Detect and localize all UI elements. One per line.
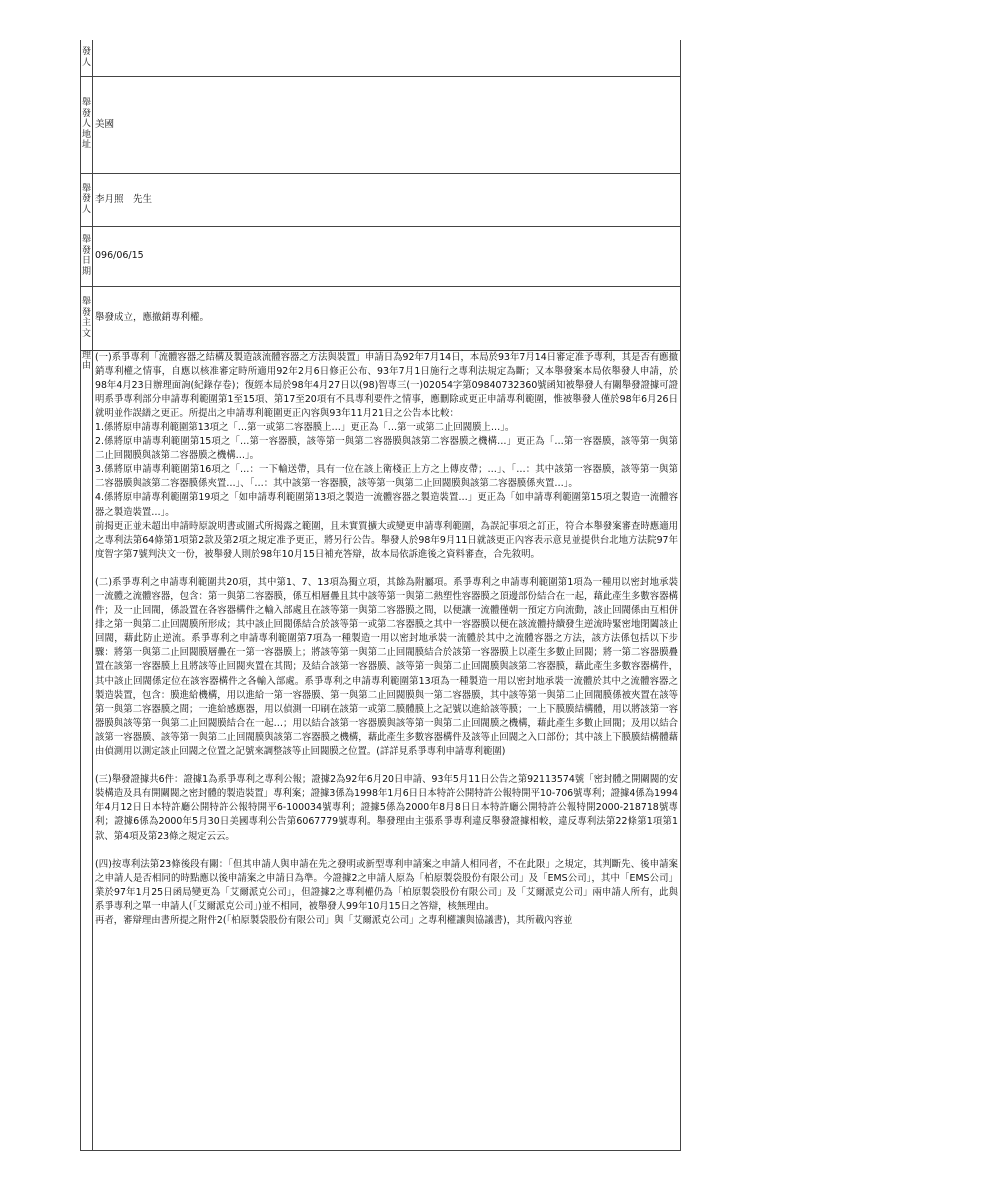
- row-applicant-address: [81, 76, 681, 173]
- filing-date-value: 096/06/15: [93, 226, 681, 286]
- reason-paragraph-3: (三)舉發證據共6件：證據1為系爭專利之專利公報；證據2為92年6月20日申請、93年5月11日公告之第92113574號「密封體之開關閥的安裝構造及具有開關閥之密封體的製造裝置」專利案；證據3係為1998年1月6日日本特許公開特許公報特開平10-706號專利；證據4係為1994年4月12日日本特許廳公開特許公報特開平6-100034號專利；證據5係為2000年8月8日日本特許廳公開特許公報特開2000-218718號專利；證據6係為2000年5月30日美國專利公告第6067779號專利。舉發理由主張系爭專利違反舉發證據相較，違反專利法第22條第1項第1款、第4項及第23條之規定云云。: [95, 774, 678, 842]
- filing-date-label: 舉發日期: [81, 226, 93, 286]
- applicant-address-label: 舉發人地址: [81, 76, 93, 173]
- reason-paragraph-4: (四)按專利法第23條後段有關：「但其申請人與申請在先之發明或新型專利申請案之申請人相同者，不在此限」之規定，其判斷先、後申請案之申請人是否相同的時點應以後申請案之申請日為準。今證據2之申請人原為「柏原製袋股份有限公司」及「EMS公司」，其中「EMS公司」業於97年1月25日函局變更為「艾爾派克公司」，但證據2之專利權仍為「柏原製袋股份有限公司」及「艾爾派克公司」兩申請人所有，此與系爭專利之單一申請人(「艾爾派克公司」)並不相同，被舉發人99年10月15日之答辯，核無理由。 再者，審辯理由書所提之附件2(「柏原製袋股份有限公司」與「艾爾派克公司」之專利權讓與協議書)，其所載內容並: [95, 858, 678, 926]
- reason-paragraph-2: (二)系爭專利之申請專利範圍共20項，其中第1、7、13項為獨立項，其餘為附屬項。系爭專利之申請專利範圍第1項為一種用以密封地承裝一流體之流體容器，包含：第一與第二容器膜，係互相層疊且其中該等第一與第二熱塑性容器膜之頂邊部份結合在一起，藉此產生多數容器構件；及一止回閥，係設置在各容器構件之輸入部處且在該等第一與第二容器膜之間，以便讓一流體僅朝一預定方向流動，該止回閥係由互相併排之第一與第二止回閥膜所形成；其中該止回閥係結合於該等第一或第二容器膜之其中一容器膜以便在該流體持續發生逆流時緊密地閉闔該止回閥，藉此防止逆流。系爭專利之申請專利範圍第7項為一種製造一用以密封地承裝一流體於其中之流體容器之方法，該方法係包括以下步驟：將第一與第二止回閥膜層疊在一第一容器膜上；將該等第一與第二止回閥膜結合於該第一容器膜上以產生多數止回閥；將一第二容器膜疊置在該第一容器膜上且將該等止回閥夾置在其間；及結合該第一容器膜、該等第一與第二止回閥膜與該第二容器膜，藉此產生多數容器構件，其中該止回閥係定位在該容器構件之各輸入部處。系爭專利之申請專利範圍第13項為一種製造一用以密封地承裝一流體於其中之流體容器之製造裝置，包含：膜進給機構，用以進給一第一容器膜、第一與第二止回閥膜與一第二容器膜，其中該等第一與第二止回閥膜係被夾置在該等第一與第二容器膜之間；一進給感應器，用以偵測一印刷在該第一或第二膜體膜上之記號以進給該等膜；一上下膜膜結構體，用以將該第一容器膜與該等第一與第二止回閥膜結合在一起…；用以結合該第一容器膜與該等第一與第二止回閥膜之機構，藉此產生多數止回閥；及用以結合該第一容器膜、該等第一與第二止回閥膜與該第二容器膜之機構，藉此產生多數容器構件及該等止回閥之入口部份；其中該上下膜膜結構體藉由偵測用以測定該止回閥之位置之記號來調整該等止回閥膜之位置。(詳詳見系爭專利申請專利範圍): [95, 576, 678, 758]
- applicant-label: 發人: [81, 40, 93, 76]
- row-applicant-name: [81, 173, 681, 226]
- reason-paragraph-1: (一)系爭專利「流體容器之結構及製造該流體容器之方法與裝置」申請日為92年7月14日，本局於93年7月14日審定准予專利，其是否有應撤銷專利權之情事，自應以核准審定時所適用92年2月6日修正公布、93年7月1日施行之專利法規定為斷；又本舉發案本局依舉發人申請，於98年4月23日辦理面詢(紀錄存卷)；復經本局於98年4月27日以(98)智專三(一)02054字第09840732360號函知被舉發人有關舉發證據可證明系爭專利部分申請專利範圍第1至15項、第17至20項有不具專利要件之情事，應刪除或更正申請專利範圍，惟被舉發人僅於98年6月26日就明並作誤繕之更正。所提出之申請專利範圍更正內容與93年11月21日之公告本比較： 1.係將原申請專利範圍第13項之「…第一或第二容器膜上…」更正為「…第一或第二止回閥膜上…」。 2.係將原申請專利範圍第15項之「…第一容器膜，該等第一與第二容器膜與該第二容器膜之機構…」更正為「…第一容器膜，該等第一與第二止回閥膜與該第二容器膜之機構…」。 3.係將原申請專利範圍第16項之「…：一下輸送帶，具有一位在該上衛棧正上方之上傳皮帶；…」、「…：其中該第一容器膜，該等第一與第二容器膜與該第二容器膜係夾置…」、「…：其中該第一容器膜，該等第一與第二止回閥膜與該第二容器膜係夾置…」。 4.係將原申請專利範圍第19項之「如申請專利範圍第13項之製造一流體容器之製造裝置…」更正為「如申請專利範圍第15項之製造一流體容器之製造裝置…」。 前揭更正並未超出申請時原說明書或圖式所揭露之範圍，且未實質擴大或變更申請專利範圍，為誤記事項之訂正，符合本舉發案審查時應適用之專利法第64條第1項第2款及第2項之規定准予更正，將另行公告。舉發人於98年9月11日就該更正內容表示意見並提供台北地方法院97年度智字第7號判決文一份，被舉發人則於98年10月15日補充答辯，故本局依訴進後之資料審查，合先敘明。: [95, 351, 678, 560]
- row-filing-date: [81, 226, 681, 286]
- applicant-name-label: 舉發人: [81, 173, 93, 226]
- reason-body: [93, 350, 681, 1150]
- row-applicant: [81, 40, 681, 76]
- decision-label: 舉發主文: [81, 286, 93, 350]
- reason-label: 理由: [81, 350, 93, 1150]
- applicant-address-value: 美國: [93, 76, 681, 173]
- applicant-name-value: 李月照 先生: [93, 173, 681, 226]
- row-reason: [81, 350, 681, 1150]
- applicant-value: [93, 40, 681, 76]
- decision-value: 舉發成立，應撤銷專利權。: [93, 286, 681, 350]
- decision-table: [80, 40, 681, 1151]
- row-decision: [81, 286, 681, 350]
